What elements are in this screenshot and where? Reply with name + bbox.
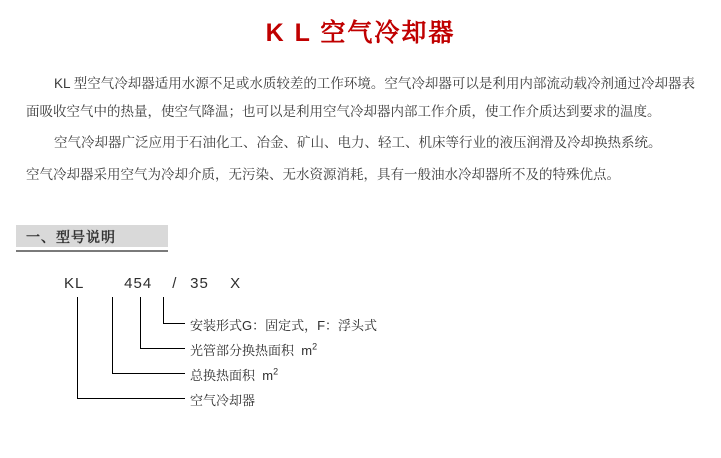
model-code-bare-tube-area: 35 <box>190 274 209 292</box>
model-code-type: X <box>230 274 242 292</box>
leader-line-type-horizontal <box>163 323 185 324</box>
legend-item-total-area-unit: $m^2$ <box>258 366 279 383</box>
leader-line-series-vertical <box>77 297 78 398</box>
leader-line-type-vertical <box>163 297 164 323</box>
model-code-row <box>64 275 245 292</box>
model-code-total-area: 454 <box>124 274 153 292</box>
legend-item-bare-tube-unit: $m^2$ <box>297 341 318 358</box>
legend-item-bare-tube <box>190 340 317 359</box>
legend-item-bare-tube-text: 光管部分换热面积 <box>190 342 295 358</box>
model-code-separator: / <box>172 274 178 292</box>
leader-line-total-area-horizontal <box>112 373 185 374</box>
legend-item-type-text: 安装形式G：固定式，F：浮头式 <box>190 317 378 333</box>
section-header-model-code <box>16 225 168 253</box>
legend-item-total-area-text: 总换热面积 <box>190 367 256 383</box>
leader-line-bare-tube-vertical <box>140 297 141 348</box>
leader-line-bare-tube-horizontal <box>140 348 185 349</box>
legend-item-type <box>190 315 377 334</box>
model-code-series: KL <box>64 274 85 292</box>
legend-item-series-text: 空气冷却器 <box>190 392 256 408</box>
model-code-diagram <box>0 275 721 415</box>
legend-item-total-area <box>190 365 278 384</box>
legend-item-series <box>190 390 255 409</box>
leader-line-total-area-vertical <box>112 297 113 373</box>
intro-text-block <box>26 70 695 189</box>
paragraph-1: KL 型空气冷却器适用水源不足或水质较差的工作环境。空气冷却器可以是利用内部流动载冷剂通过冷却器表面吸收空气中的热量，使空气降温；也可以是利用空气冷却器内部工作介质，使工作介质达到要求的温度。 <box>26 76 695 119</box>
section-header-rule <box>16 250 168 252</box>
leader-line-series-horizontal <box>77 398 185 399</box>
document-page <box>0 18 721 458</box>
paragraph-2: 空气冷却器广泛应用于石油化工、冶金、矿山、电力、轻工、机床等行业的液压润滑及冷却换热系统。 <box>54 135 662 151</box>
section-header-label: 一、型号说明 <box>26 228 116 245</box>
paragraph-3: 空气冷却器采用空气为冷却介质，无污染、无水资源消耗，具有一般油水冷却器所不及的特殊优点。 <box>26 167 620 183</box>
page-title: K L 空气冷却器 <box>265 19 456 47</box>
